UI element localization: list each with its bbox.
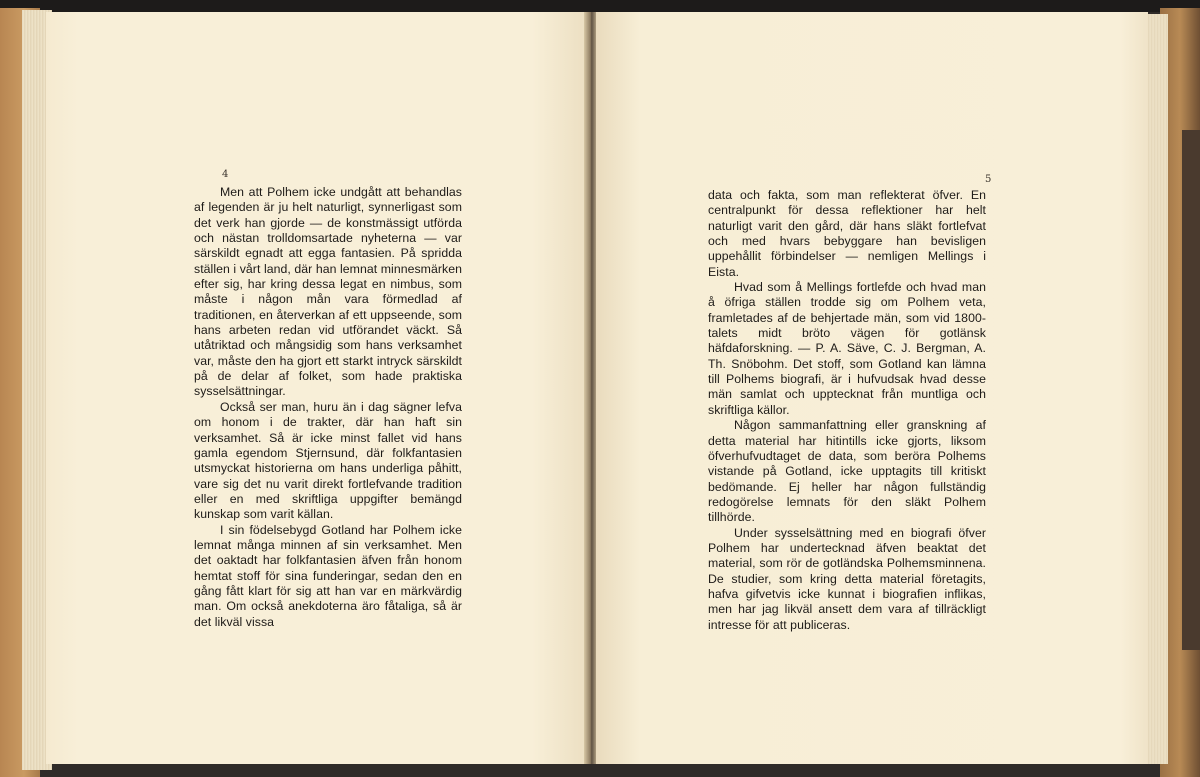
left-paragraph-3: I sin födelsebygd Gotland har Polhem icke lemnat många minnen af sin verksamhet. Men det oaktadt har folkfantasien äfven från honom hemtat stoff för sina funderingar, sedan den en gång fått klart för sig att han var en märkvärdig man. Om också anekdoterna äro fåtaliga, så är det likväl vissa [194,522,462,629]
right-page-number: 5 [985,174,992,185]
right-paragraph-3: Någon sammanfattning eller granskning af detta material har hitintills icke gjorts, liksom öfverhufvudtaget de data, som beröra Polhems vistande på Gotland, icke upptagits till kritiskt bedömande. Ej heller har någon fullständig redogörelse lemnats för den släkt Polhem tillhörde. [708,418,986,525]
left-paragraph-1: Men att Polhem icke undgått att behandlas af legenden är ju helt naturligt, synnerligast som det verk han gjorde — de konstmässigt utförda och nästan trolldomsartade nyheterna — var särskildt egnadt att egga fantasien. På spridda ställen i vårt land, där han lemnat minnesmärken efter sig, har kring dessa legat en nimbus, som måste i någon mån vara förmedlad af traditionen, en återverkan af ett uppseende, som hans arbeten redan vid utförandet väckt. Så utåtriktad och mångsidig som hans verksamhet var, måste den ha gjort ett starkt intryck särskildt på de delar af folket, som hade praktiska sysselsättningar. [194,185,462,399]
right-page-text [708,188,986,633]
left-paragraph-2: Också ser man, huru än i dag sägner lefva om honom i de trakter, där han haft sin verksamhet. Så är icke minst fallet vid hans gamla egendom Stjernsund, där folkfantasien utsmyckat historierna om hans underliga påhitt, vare sig det nu varit direkt fortlefvande tradition eller en med skriftliga uppgifter bemängd kunskap som varit källan. [194,399,462,522]
book-spine-shadow [1182,130,1200,650]
right-page [596,12,1148,764]
left-page-text [194,185,462,630]
right-paragraph-2: Hvad som å Mellings fortlefde och hvad man å öfriga ställen trodde sig om Polhem veta, framletades af de behjertade män, som vid 1800-talets midt bröto vägen för gotlänsk häfdaforskning. — P. A. Säve, C. J. Bergman, A. Th. Snöbohm. Det stoff, som Gotland kan lämna till Polhems biografi, är i hufvudsak hvad desse män samlat och upptecknat från muntliga och skriftliga källor. [708,280,986,417]
left-page [46,12,586,764]
scan-background-top [0,0,1200,12]
right-paragraph-4: Under sysselsättning med en biografi öfver Polhem har undertecknad äfven beaktat det material, som rör de gotländska Polhemsminnena. De studier, som kring detta material företagits, hafva gifvetvis icke kunnat i biografien inflikas, men har jag likväl ansett dem vara af tillräckligt intresse för att publiceras. [708,525,986,632]
right-paragraph-1: data och fakta, som man reflekterat öfver. En centralpunkt för dessa reflektioner har helt naturligt varit den gård, där hans släkt fortlefvat och med hvars bebyggare han bevisligen uppehållit förbindelser — nemligen Mellings i Eista. [708,188,986,279]
left-page-number: 4 [222,169,229,180]
